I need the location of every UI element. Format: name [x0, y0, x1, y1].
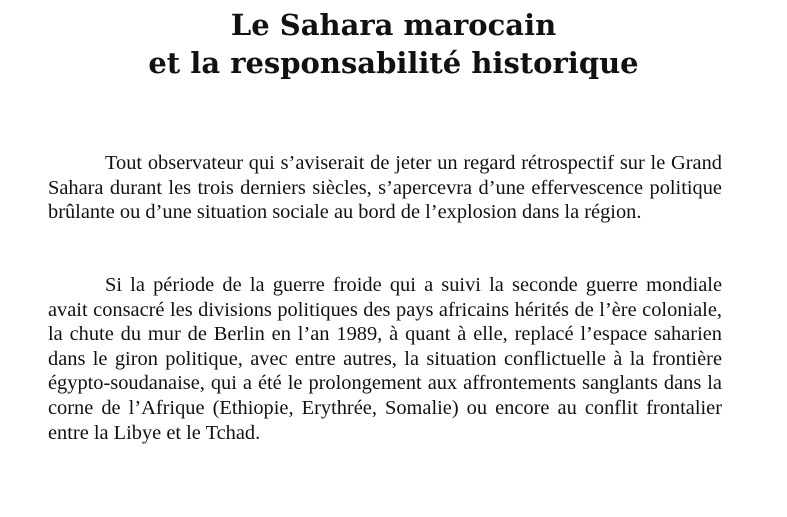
- paragraph-2: Si la période de la guerre froide qui a suivi la seconde guerre mondiale avait consacré les divisions politiques des pays africains hérités de l’ère coloniale, la chute du mur de Berlin en l’an 1989, à quant à elle, replacé l’espace saharien dans le giron politique, avec entre autres, la situation conflictuelle à la frontière égypto-soudanaise, qui a été le prolongement aux affrontements sanglants dans la corne de l’Afrique (Ethiopie, Erythrée, Somalie) ou encore au conflit frontalier entre la Libye et le Tchad.: [48, 274, 722, 444]
- title-line-1: Le Sahara marocain: [230, 8, 557, 42]
- document-title: [0, 6, 787, 82]
- paragraph-1: Tout observateur qui s’aviserait de jeter un regard rétrospectif sur le Grand Sahara durant les trois derniers siècles, s’apercevra d’une effervescence politique brûlante ou d’une situation sociale au bord de l’explosion dans la région.: [48, 152, 722, 224]
- title-line-2: et la responsabilité historique: [148, 46, 639, 80]
